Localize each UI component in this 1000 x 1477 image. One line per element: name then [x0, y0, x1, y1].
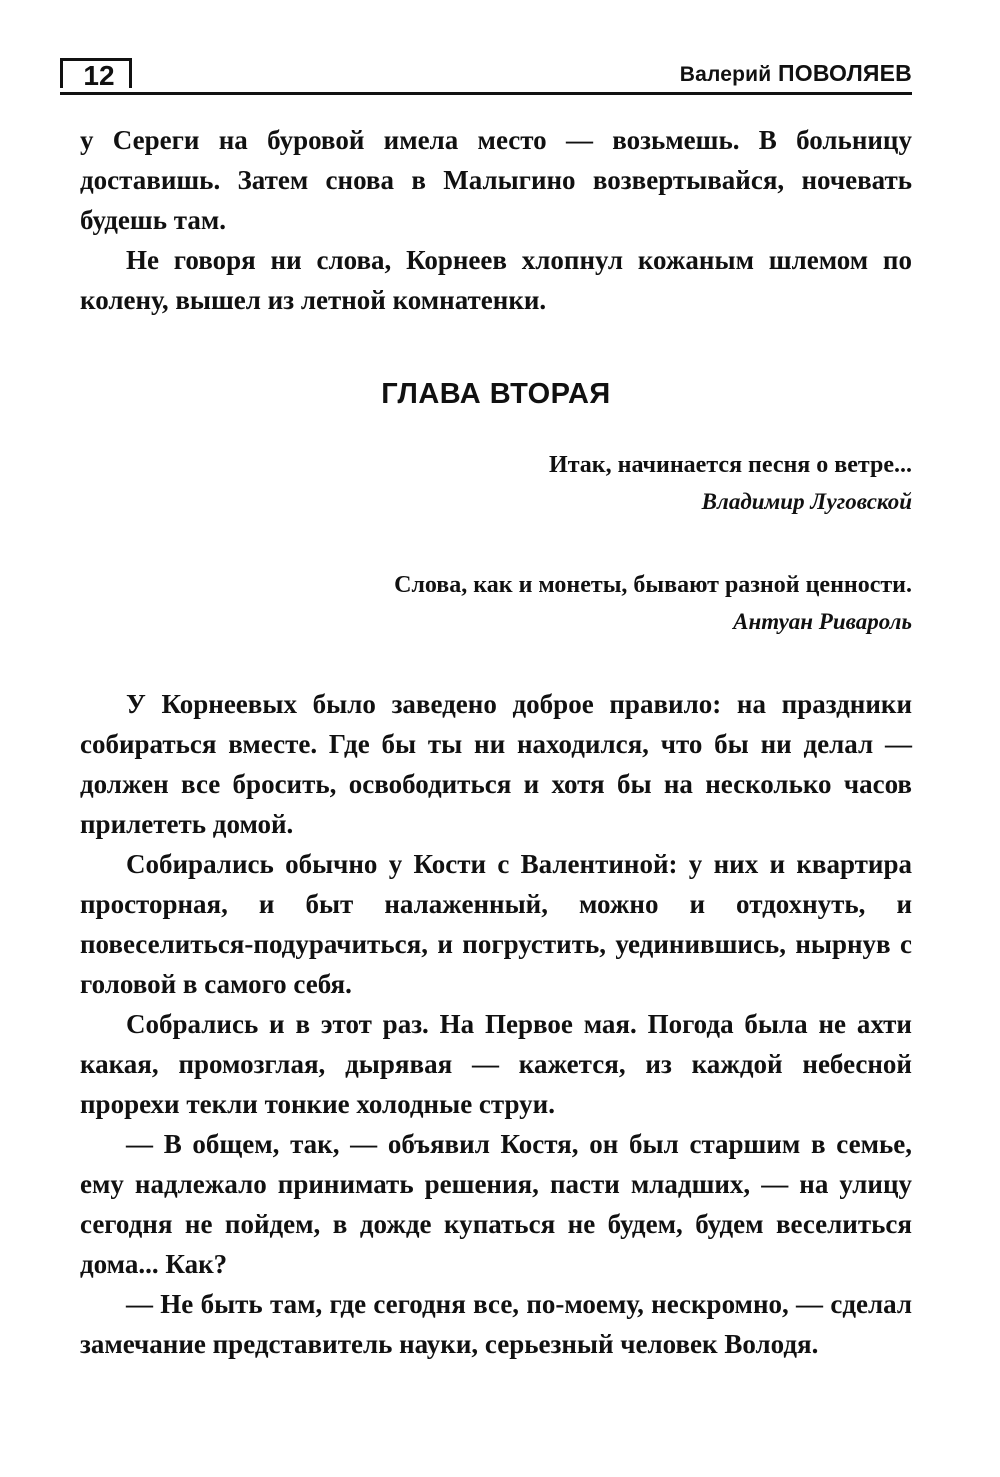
paragraph: Собрались и в этот раз. На Первое мая. Погода была не ахти какая, промозглая, дырявая — кажется, из каждой небесной прорехи текли тонкие холодные струи. — [80, 1009, 912, 1119]
paragraph: Не говоря ни слова, Корнеев хлопнул кожаным шлемом по колену, вышел из летной комнатенки. — [80, 245, 912, 315]
paragraph: — Не быть там, где сегодня все, по-моему, нескромно, — сделал замечание представитель науки, серьезный человек Володя. — [80, 1289, 912, 1359]
epigraph-quote: Итак, начинается песня о ветре... — [549, 452, 912, 478]
top-text-block — [80, 120, 912, 320]
epigraph-quote: Слова, как и монеты, бывают разной ценности. — [394, 572, 912, 598]
page-number: 12 — [60, 58, 132, 88]
epigraph — [394, 568, 912, 642]
chapter-body — [80, 684, 912, 1364]
author-last-name: ПОВОЛЯЕВ — [778, 60, 912, 86]
page-header — [60, 56, 912, 95]
author-first-name: Валерий — [679, 63, 772, 86]
paragraph: Собирались обычно у Кости с Валентиной: у них и квартира просторная, и быт налаженный, можно и отдохнуть, и повеселиться-подурачиться, и погрустить, уединившись, нырнув с головой в самого себя. — [80, 849, 912, 999]
epigraph-author: Владимир Луговской — [701, 489, 912, 514]
chapter-title: ГЛАВА ВТОРАЯ — [381, 378, 611, 410]
paragraph: — В общем, так, — объявил Костя, он был старшим в семье, ему надлежало принимать решения, пасти младших, — на улицу сегодня не пойдем, в дожде купаться не будем, будем веселиться дома... Как? — [80, 1129, 912, 1279]
paragraph: У Корнеевых было заведено доброе правило: на праздники собираться вместе. Где бы ты ни находился, что бы ни делал — должен все бросить, освободиться и хотя бы на несколько часов прилететь домой. — [80, 689, 912, 839]
epigraph-author: Антуан Ривароль — [733, 609, 912, 634]
paragraph: у Сереги на буровой имела место — возьмешь. В больницу доставишь. Затем снова в Малыгино возвертывайся, ночевать будешь там. — [80, 125, 912, 235]
epigraph — [549, 448, 912, 522]
running-head — [680, 60, 912, 87]
